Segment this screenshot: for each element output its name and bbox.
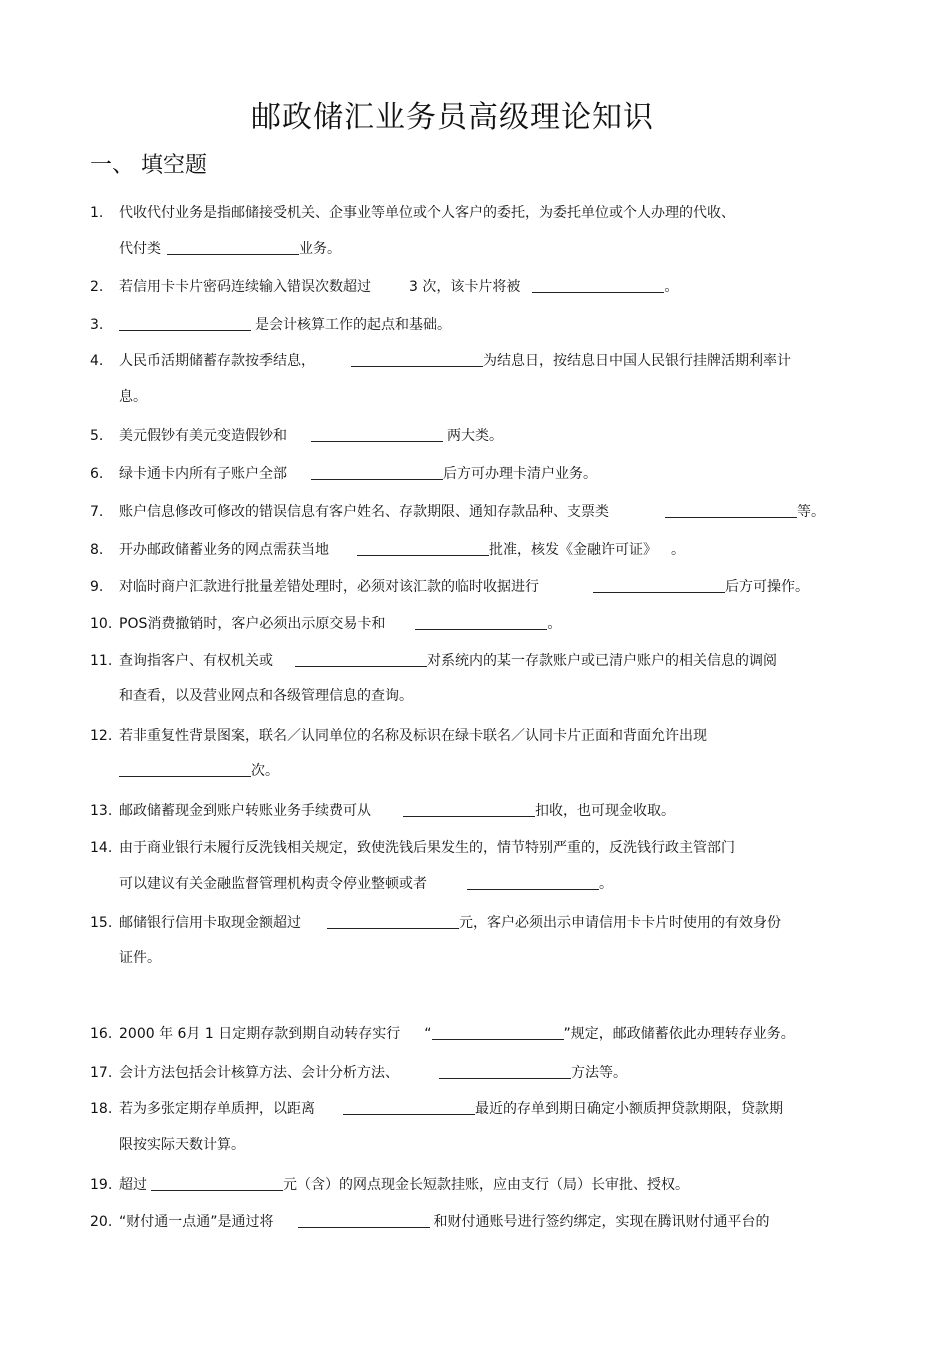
question-6 [90, 463, 597, 485]
question-number: 3. [90, 317, 104, 333]
question-number: 17. [90, 1065, 113, 1081]
question-text: 绿卡通卡内所有子账户全部 [119, 466, 287, 482]
question-text: 可以建议有关金融监督管理机构责令停业整顿或者 [119, 876, 427, 892]
question-text: 和财付通账号进行签约绑定，实现在腾讯财付通平台的 [433, 1214, 770, 1230]
question-10 [90, 613, 561, 635]
question-number: 16. [90, 1026, 113, 1042]
question-text: 对临时商户汇款进行批量差错处理时，必须对该汇款的临时收据进行 [119, 579, 539, 595]
question-text: 对系统内的某一存款账户或已清户账户的相关信息的调阅 [427, 653, 777, 669]
question-number: 4. [90, 353, 104, 369]
answer-blank[interactable] [167, 240, 299, 255]
question-12-cont [119, 760, 279, 782]
question-text: 后方可操作。 [725, 579, 809, 595]
question-16 [90, 1023, 795, 1045]
question-12 [90, 725, 707, 747]
question-text: 限按实际天数计算。 [119, 1137, 245, 1153]
question-text: 息。 [119, 389, 147, 405]
question-2 [90, 276, 678, 298]
question-11 [90, 650, 777, 672]
question-number: 8. [90, 542, 104, 558]
answer-blank[interactable] [151, 1176, 283, 1191]
question-number: 9. [90, 579, 104, 595]
section-heading: 一、 填空题 [90, 153, 207, 178]
question-text: 是会计核算工作的起点和基础。 [255, 317, 451, 333]
question-text: “财付通一点通”是通过将 [119, 1214, 274, 1230]
question-text: 等。 [797, 504, 825, 520]
question-20 [90, 1211, 770, 1233]
answer-blank[interactable] [119, 762, 251, 777]
question-text: 方法等。 [571, 1065, 627, 1081]
question-text: 。 [599, 876, 613, 892]
question-number: 14. [90, 840, 113, 856]
question-text: 开办邮政储蓄业务的网点需获当地 [119, 542, 329, 558]
question-15-cont [119, 947, 161, 969]
question-7 [90, 501, 825, 523]
question-5 [90, 425, 503, 447]
question-text: 。 [547, 616, 562, 632]
question-text: 业务。 [299, 241, 341, 257]
question-text: 邮储银行信用卡取现金额超过 [119, 915, 301, 931]
answer-blank[interactable] [343, 1100, 475, 1115]
question-text: 代付类 [119, 241, 161, 257]
answer-blank[interactable] [467, 875, 599, 890]
question-text: 若为多张定期存单质押，以距离 [119, 1101, 315, 1117]
question-number: 6. [90, 466, 104, 482]
question-text: 元（含）的网点现金长短款挂账，应由支行（局）长审批、授权。 [283, 1177, 689, 1193]
question-text: 扣收，也可现金收取。 [535, 803, 675, 819]
answer-blank[interactable] [532, 278, 664, 293]
question-9 [90, 576, 809, 598]
question-text: 批准，核发《金融许可证》 [489, 542, 657, 558]
question-15 [90, 912, 781, 934]
answer-blank[interactable] [593, 578, 725, 593]
answer-blank[interactable] [432, 1025, 564, 1040]
question-text: 和查看，以及营业网点和各级管理信息的查询。 [119, 688, 413, 704]
question-text: 。 [664, 279, 679, 295]
answer-blank[interactable] [439, 1064, 571, 1079]
document-title: 邮政储汇业务员高级理论知识 [251, 100, 654, 135]
question-text: “ [424, 1026, 432, 1042]
question-13 [90, 800, 675, 822]
question-17 [90, 1062, 627, 1084]
question-text: 元，客户必须出示申请信用卡卡片时使用的有效身份 [459, 915, 781, 931]
answer-blank[interactable] [298, 1213, 430, 1228]
question-3 [90, 314, 451, 336]
question-number: 18. [90, 1101, 113, 1117]
question-11-cont [119, 685, 413, 707]
question-text: 3 次，该卡片将被 [409, 279, 521, 295]
question-4 [90, 350, 791, 372]
question-text: 若非重复性背景图案，联名／认同单位的名称及标识在绿卡联名／认同卡片正面和背面允许出现 [119, 728, 707, 744]
question-8 [90, 539, 685, 561]
question-4-cont [119, 386, 147, 408]
question-text: 账户信息修改可修改的错误信息有客户姓名、存款期限、通知存款品种、支票类 [119, 504, 609, 520]
question-text: 两大类。 [447, 428, 503, 444]
question-text: POS消费撤销时，客户必须出示原交易卡和 [119, 616, 386, 632]
question-text: 超过 [119, 1177, 147, 1193]
question-14 [90, 837, 735, 859]
question-text: 最近的存单到期日确定小额质押贷款期限，贷款期 [475, 1101, 783, 1117]
question-1 [90, 202, 735, 224]
answer-blank[interactable] [119, 316, 251, 331]
question-number: 5. [90, 428, 104, 444]
question-14-cont [119, 873, 613, 895]
question-text: 证件。 [119, 950, 161, 966]
question-text: 美元假钞有美元变造假钞和 [119, 428, 287, 444]
answer-blank[interactable] [351, 352, 483, 367]
question-number: 15. [90, 915, 113, 931]
question-text: 若信用卡卡片密码连续输入错误次数超过 [119, 279, 371, 295]
question-number: 12. [90, 728, 113, 744]
question-number: 11. [90, 653, 113, 669]
question-text: 2000 年 6月 1 日定期存款到期自动转存实行 [119, 1026, 401, 1042]
question-text: 由于商业银行未履行反洗钱相关规定，致使洗钱后果发生的，情节特别严重的，反洗钱行政主管部门 [119, 840, 735, 856]
question-number: 10. [90, 616, 113, 632]
question-text: ”规定，邮政储蓄依此办理转存业务。 [563, 1026, 795, 1042]
answer-blank[interactable] [665, 503, 797, 518]
question-text: 后方可办理卡清户业务。 [443, 466, 597, 482]
answer-blank[interactable] [327, 914, 459, 929]
question-number: 2. [90, 279, 104, 295]
question-19 [90, 1174, 689, 1196]
answer-blank[interactable] [403, 802, 535, 817]
question-number: 7. [90, 504, 104, 520]
question-text: 查询指客户、有权机关或 [119, 653, 273, 669]
question-number: 13. [90, 803, 113, 819]
question-text: 。 [671, 542, 685, 558]
answer-blank[interactable] [415, 615, 547, 630]
answer-blank[interactable] [295, 652, 427, 667]
question-18 [90, 1098, 783, 1120]
question-number: 19. [90, 1177, 113, 1193]
question-text: 人民币活期储蓄存款按季结息， [119, 353, 315, 369]
question-number: 1. [90, 205, 104, 221]
question-text: 会计方法包括会计核算方法、会计分析方法、 [119, 1065, 399, 1081]
question-text: 邮政储蓄现金到账户转账业务手续费可从 [119, 803, 371, 819]
question-18-cont [119, 1134, 245, 1156]
answer-blank[interactable] [357, 541, 489, 556]
question-text: 次。 [251, 763, 279, 779]
answer-blank[interactable] [311, 427, 443, 442]
question-text: 为结息日，按结息日中国人民银行挂牌活期利率计 [483, 353, 791, 369]
question-number: 20. [90, 1214, 113, 1230]
question-1-cont [119, 238, 341, 260]
answer-blank[interactable] [311, 465, 443, 480]
question-text: 代收代付业务是指邮储接受机关、企事业等单位或个人客户的委托，为委托单位或个人办理的代收、 [119, 205, 735, 221]
